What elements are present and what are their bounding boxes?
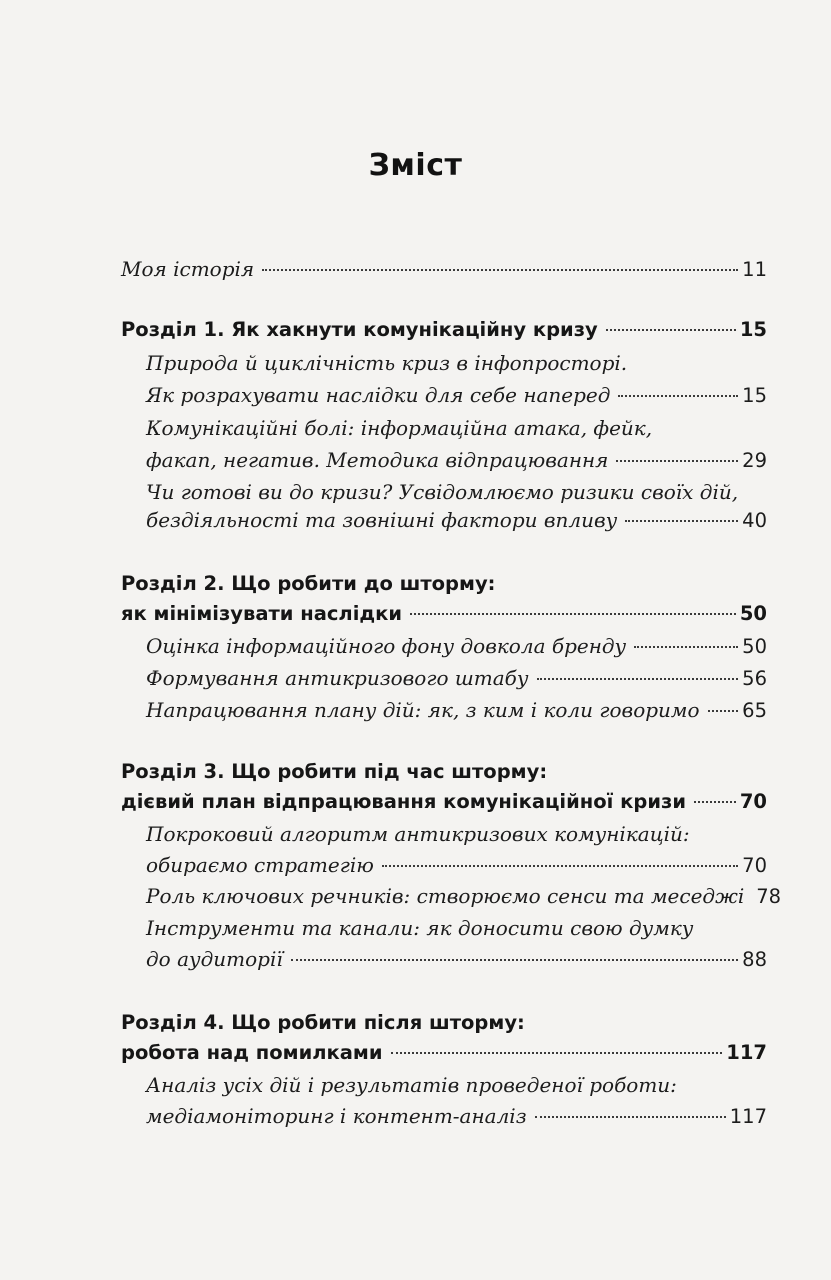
dot-leader	[606, 329, 736, 331]
toc-chapter	[121, 602, 767, 632]
entry-text: факап, негатив. Методика відпрацювання	[146, 448, 609, 472]
entry-text: Комунікаційні болі: інформаційна атака, фейк,	[146, 416, 653, 440]
toc-entry	[146, 480, 767, 510]
entry-text: Оцінка інформаційного фону довкола бренду	[146, 634, 627, 658]
entry-text: до аудиторії	[146, 947, 283, 971]
toc-entry	[146, 822, 767, 852]
entry-text: Інструменти та канали: як доносити свою думку	[146, 916, 694, 940]
dot-leader	[291, 959, 738, 961]
chapter-text: Розділ 1. Як хакнути комунікаційну кризу	[121, 318, 598, 341]
entry-text: Як розрахувати наслідки для себе наперед	[146, 383, 611, 407]
toc-chapter	[121, 1041, 767, 1071]
toc-entry	[146, 416, 767, 446]
dot-leader	[708, 710, 739, 712]
dot-leader	[694, 801, 736, 803]
chapter-text: Розділ 3. Що робити під час шторму:	[121, 760, 548, 783]
page-title: Зміст	[368, 148, 463, 183]
dot-leader	[382, 865, 738, 867]
entry-text: бездіяльності та зовнішні фактори впливу	[146, 508, 618, 532]
page-number: 78	[756, 885, 782, 908]
page-number: 50	[739, 602, 767, 625]
toc-entry	[121, 257, 767, 287]
dot-leader	[262, 269, 738, 271]
page-number: 15	[739, 318, 767, 341]
toc-entry	[146, 634, 767, 664]
entry-text: Чи готові ви до кризи? Усвідомлюємо ризики своїх дій,	[146, 480, 739, 504]
page-number: 117	[729, 1105, 767, 1128]
dot-leader	[535, 1116, 726, 1118]
dot-leader	[618, 395, 738, 397]
toc-entry	[146, 448, 767, 478]
dot-leader	[634, 646, 738, 648]
entry-text: обираємо стратегію	[146, 853, 374, 877]
entry-text: медіамоніторинг і контент-аналіз	[146, 1104, 527, 1128]
toc-entry	[146, 666, 767, 696]
toc-entry	[146, 351, 767, 381]
entry-text: Аналіз усіх дій і результатів проведеної роботи:	[146, 1073, 677, 1097]
chapter-text: Розділ 2. Що робити до шторму:	[121, 572, 496, 595]
toc-entry	[146, 1073, 767, 1103]
dot-leader	[537, 678, 739, 680]
toc-entry	[146, 383, 767, 413]
page-number: 65	[742, 699, 767, 722]
chapter-text: дієвий план відпрацювання комунікаційної кризи	[121, 790, 686, 813]
chapter-text: як мінімізувати наслідки	[121, 602, 403, 625]
toc-chapter	[121, 572, 767, 602]
entry-text: Природа й циклічність криз в інфопросторі.	[146, 351, 628, 375]
page-number: 15	[742, 384, 767, 407]
toc-chapter	[121, 790, 767, 820]
toc-entry	[146, 508, 767, 538]
entry-text: Моя історія	[121, 257, 255, 281]
dot-leader	[625, 520, 738, 522]
page-number: 50	[742, 635, 767, 658]
chapter-text: робота над помилками	[121, 1041, 383, 1064]
entry-text: Роль ключових речників: створюємо сенси та меседжі	[146, 884, 745, 908]
toc-entry	[146, 853, 767, 883]
entry-text: Напрацювання плану дій: як, з ким і коли говоримо	[146, 698, 700, 722]
toc-chapter	[121, 760, 767, 790]
page-number: 56	[742, 667, 767, 690]
dot-leader	[616, 460, 738, 462]
dot-leader	[410, 613, 736, 615]
toc-entry	[146, 698, 767, 728]
entry-text: Покроковий алгоритм антикризових комунікацій:	[146, 822, 690, 846]
page-number: 88	[742, 948, 767, 971]
page-number: 117	[726, 1041, 767, 1064]
toc-chapter	[121, 318, 767, 348]
page-number: 40	[742, 509, 767, 532]
toc-entry	[146, 916, 767, 946]
page-number: 70	[742, 854, 767, 877]
entry-text: Формування антикризового штабу	[146, 666, 529, 690]
page-number: 29	[742, 449, 767, 472]
page-number: 70	[739, 790, 767, 813]
toc-entry	[146, 947, 767, 977]
toc-entry	[146, 884, 782, 914]
dot-leader	[391, 1052, 723, 1054]
page-number: 11	[742, 258, 767, 281]
chapter-text: Розділ 4. Що робити після шторму:	[121, 1011, 525, 1034]
toc-entry	[146, 1104, 767, 1134]
toc-chapter	[121, 1011, 767, 1041]
